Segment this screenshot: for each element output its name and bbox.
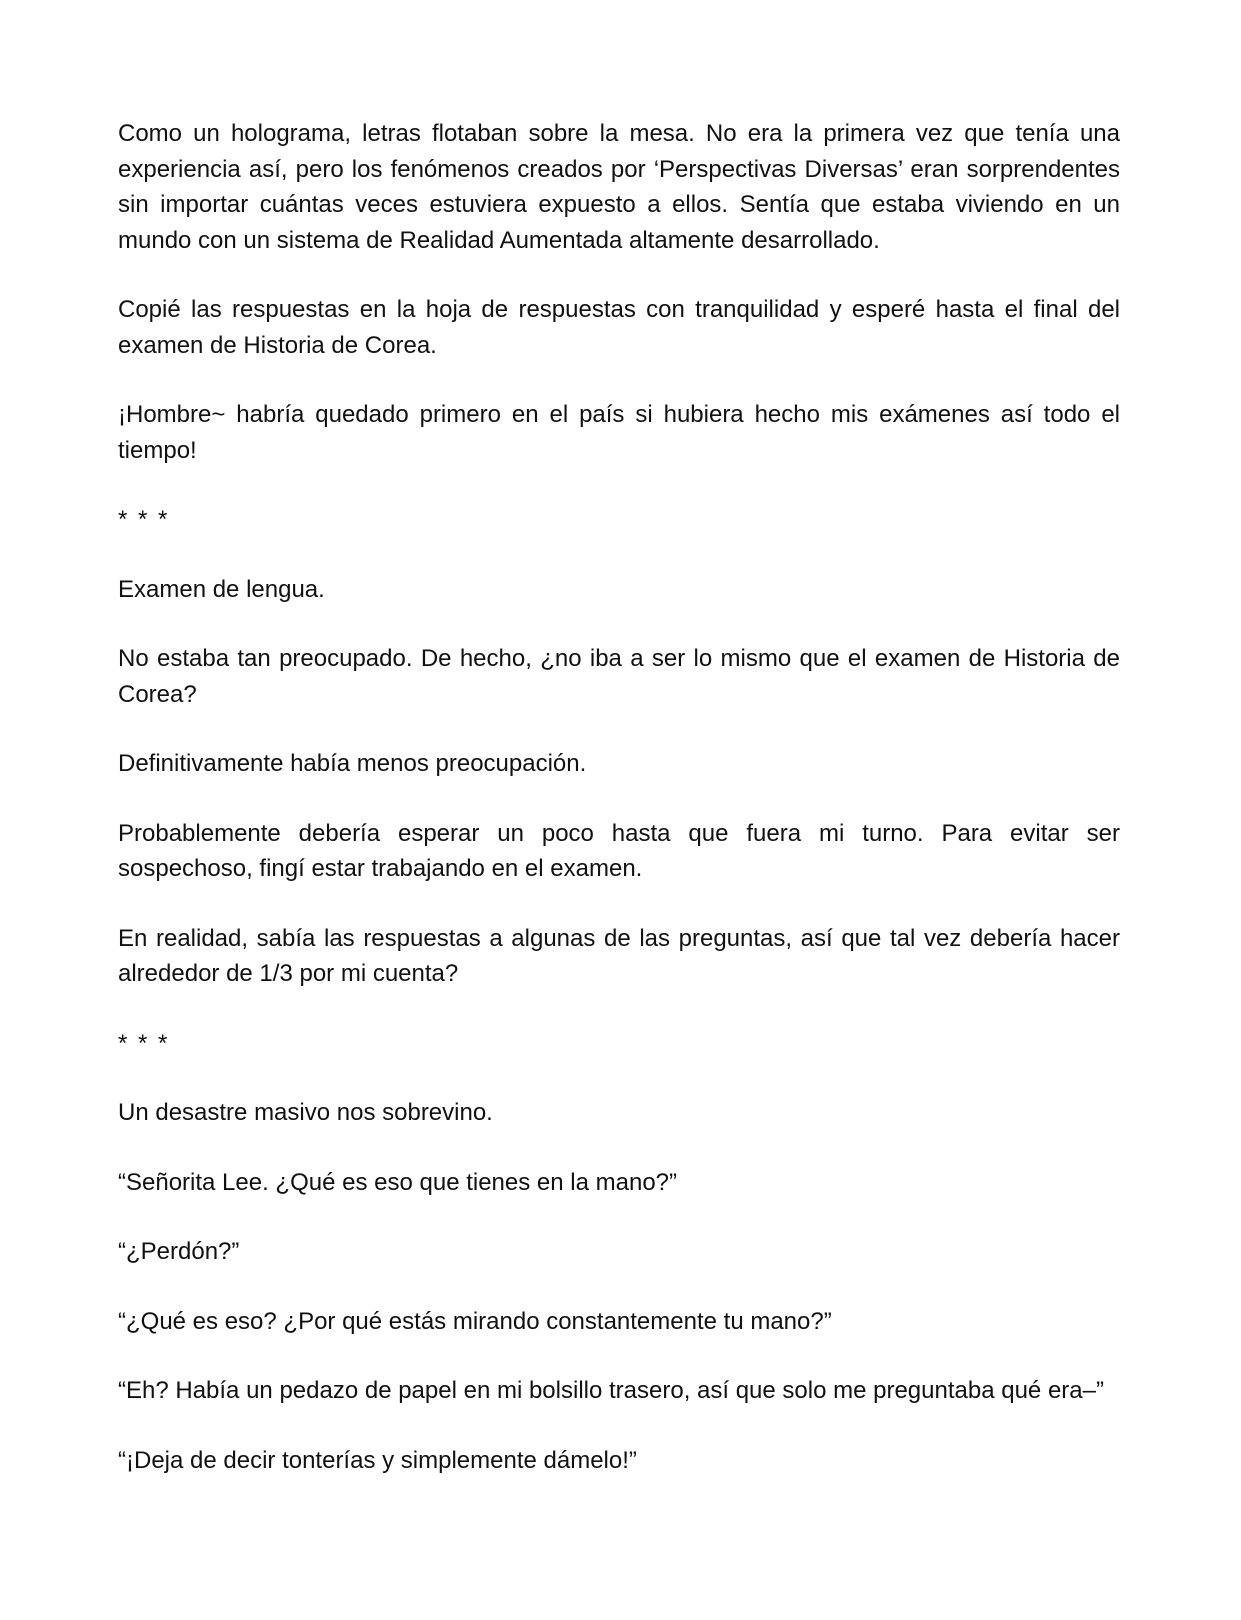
dialogue-line: “Eh? Había un pedazo de papel en mi bolsillo trasero, así que solo me preguntaba qué era–” (118, 1377, 1104, 1404)
paragraph-hologram: Como un holograma, letras flotaban sobre la mesa. No era la primera vez que tenía una experiencia así, pero los fenómenos creados por ‘Perspectivas Diversas’ eran sorprendentes sin importar cuántas veces estuviera expuesto a ellos. Sentía que estaba viviendo en un mundo con un sistema de Realidad Aumentada altamente desarrollado. (118, 120, 1120, 254)
paragraph-not-worried: No estaba tan preocupado. De hecho, ¿no iba a ser lo mismo que el examen de Historia de Corea? (118, 645, 1120, 708)
paragraph-one-third: En realidad, sabía las respuestas a algunas de las preguntas, así que tal vez debería hacer alrededor de 1/3 por mi cuenta? (118, 924, 1120, 987)
document-page (118, 116, 1120, 1512)
paragraph-disaster: Un desastre masivo nos sobrevino. (118, 1099, 493, 1126)
paragraph-first-place: ¡Hombre~ habría quedado primero en el país si hubiera hecho mis exámenes así todo el tiempo! (118, 401, 1120, 464)
paragraph-wait-turn: Probablemente debería esperar un poco hasta que fuera mi turno. Para evitar ser sospechoso, fingí estar trabajando en el examen. (118, 819, 1120, 882)
section-separator: * * * (118, 1029, 170, 1057)
paragraph-less-worry: Definitivamente había menos preocupación. (118, 750, 587, 777)
paragraph-copied-answers: Copié las respuestas en la hoja de respuestas con tranquilidad y esperé hasta el final del examen de Historia de Corea. (118, 296, 1120, 359)
paragraph-language-exam: Examen de lengua. (118, 575, 325, 603)
dialogue-line: “¿Qué es eso? ¿Por qué estás mirando constantemente tu mano?” (118, 1307, 832, 1335)
dialogue-line: “¿Perdón?” (118, 1238, 240, 1265)
dialogue-line: “¡Deja de decir tonterías y simplemente dámelo!” (118, 1446, 637, 1474)
dialogue-line: “Señorita Lee. ¿Qué es eso que tienes en la mano?” (118, 1168, 678, 1196)
section-separator: * * * (118, 506, 170, 533)
